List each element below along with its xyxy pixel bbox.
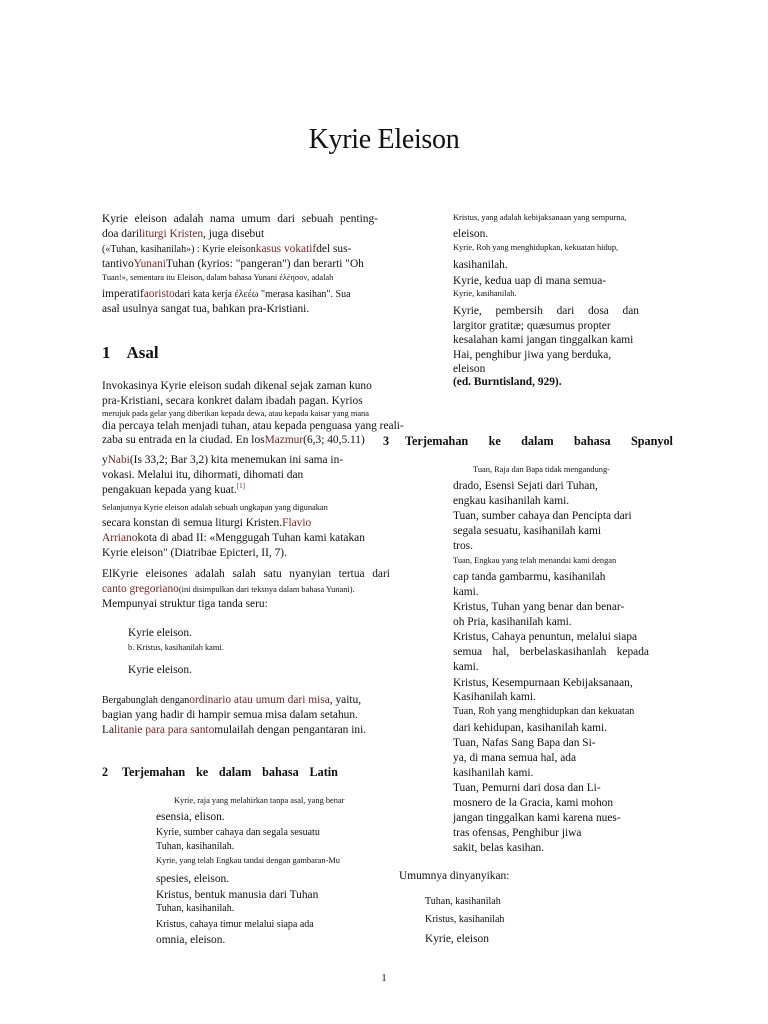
s1-p1-line-3: merujuk pada gelar yang diberikan kepada dewa, atau kepada kaisar yang mana <box>102 409 369 418</box>
word: Kyrie, <box>453 305 482 317</box>
reference-link[interactable]: [1] <box>236 482 245 491</box>
s1-p1-line-5 <box>102 435 365 446</box>
word: umum <box>241 213 271 225</box>
text: Tuhan (kyrios: "pangeran") dan berarti "Oh <box>165 258 364 270</box>
text: imperatif <box>102 288 144 300</box>
text: (6,3; 40,5.11) <box>303 434 365 446</box>
word: semua <box>453 646 483 658</box>
link-aoristo[interactable]: aoristo <box>143 288 175 300</box>
spanish-line-14: kami. <box>453 661 479 673</box>
spanish-line-7: Tuan, Engkau yang telah menandai kami dengan <box>453 556 617 565</box>
list-item-2: b. Kristus, kasihanilah kami. <box>128 643 224 652</box>
link-arriano[interactable]: Arriano <box>102 532 138 544</box>
latin-line-9: Kristus, cahaya timur melalui siapa ada <box>156 919 314 930</box>
intro-line-4 <box>102 259 364 270</box>
spanish-line-26: sakit, belas kasihan. <box>453 842 545 854</box>
link-ordinario[interactable]: ordinario atau umum dari misa <box>189 694 330 706</box>
word: penting- <box>340 213 378 225</box>
s1-p3-line-2 <box>102 584 355 595</box>
heading-word: dalam <box>521 434 554 448</box>
word: salah <box>232 568 256 580</box>
text: («Tuhan, kasihanilah») : Kyrie eleison <box>102 244 256 255</box>
intro-line-1 <box>102 214 378 225</box>
heading-word: Spanyol <box>630 434 673 448</box>
spanish-line-5: segala sesuatu, kasihanilah kami <box>453 525 602 537</box>
word: dari <box>277 213 295 225</box>
list-item-1: Kyrie eleison. <box>128 627 192 639</box>
word: dari <box>372 568 390 580</box>
s1-p2-line-1: Selanjutnya Kyrie eleison adalah sebuah ungkapan yang digunakan <box>102 503 328 512</box>
word: hal, <box>492 646 510 658</box>
word: sebuah <box>301 213 334 225</box>
spanish-line-8: cap tanda gambarmu, kasihanilah <box>453 571 606 583</box>
spanish-line-21: kasihanilah kami. <box>453 767 534 779</box>
section-3-heading <box>405 434 673 449</box>
section-3-number: 3 <box>383 434 390 448</box>
word: eleison <box>134 213 167 225</box>
spanish-line-23: mosnero de la Gracia, kami mohon <box>453 797 614 809</box>
section-2-heading <box>102 765 338 780</box>
heading-word: bahasa <box>262 765 299 779</box>
section-title <box>405 434 673 449</box>
link-liturgi-kristen[interactable]: liturgi Kristen <box>139 228 204 240</box>
heading-word: ke <box>488 434 501 448</box>
text: del sus- <box>316 243 352 255</box>
latin-line-4: Tuhan, kasihanilah. <box>156 841 235 852</box>
text: zaba su entrada en la ciudad. En los <box>102 434 265 446</box>
document-title: Kyrie Eleison <box>308 124 460 155</box>
latin-cont-line-2: eleison. <box>453 228 489 240</box>
link-mazmur[interactable]: Mazmur <box>264 434 304 446</box>
usually-sung-label: Umumnya dinyanyikan: <box>399 870 510 882</box>
link-nabi[interactable]: Nabi <box>107 454 130 466</box>
intro-line-2 <box>102 229 264 240</box>
spanish-line-16: Kasihanilah kami. <box>453 691 536 703</box>
latin-cont-line-3: Kyrie, Roh yang menghidupkan, kekuatan hidup, <box>453 243 619 252</box>
spanish-line-1: Tuan, Raja dan Bapa tidak mengandung- <box>473 465 610 474</box>
section-title <box>122 765 338 780</box>
link-litanie[interactable]: litanie para para santo <box>114 724 215 736</box>
word: tertua <box>338 568 365 580</box>
s1-p3-line-1 <box>102 569 390 580</box>
intro-line-6 <box>102 289 351 300</box>
text: doa dari <box>102 228 140 240</box>
text: kota di abad II: «Menggugah Tuhan kami katakan <box>137 532 365 544</box>
latin-cont-line-5: Kyrie, kedua uap di mana semua- <box>453 275 607 287</box>
spanish-line-18: dari kehidupan, kasihanilah kami. <box>453 722 608 734</box>
link-canto-gregoriano[interactable]: canto gregoriano <box>102 583 179 595</box>
s1-p2-line-4: Kyrie eleison" (Diatribae Epicteri, II, 7). <box>102 547 287 559</box>
s1-p4-line-2: bagian yang hadir di hampir semua misa dalam setahun. <box>102 709 358 721</box>
latin-cont-line-6: Kyrie, kasihanilah. <box>453 289 517 298</box>
spanish-line-22: Tuan, Pemurni dari dosa dan Li- <box>453 782 601 794</box>
latin-line-6: spesies, eleison. <box>156 873 230 885</box>
word: satu <box>263 568 282 580</box>
latin-cont-line-8: largitor gratitæ; quæsumus propter <box>453 320 611 332</box>
latin-cont-line-10: Hai, penghibur jiwa yang berduka, <box>453 349 612 361</box>
latin-cont-line-9: kesalahan kami jangan tinggalkan kami <box>453 334 634 346</box>
spanish-line-3: engkau kasihanilah kami. <box>453 495 570 507</box>
latin-source: (ed. Burntisland, 929). <box>453 376 562 388</box>
spanish-line-20: ya, di mana semua hal, ada <box>453 752 577 764</box>
spanish-line-6: tros. <box>453 540 473 552</box>
text: pengakuan kepada yang kuat. <box>102 484 237 496</box>
latin-line-2: esensia, elison. <box>156 811 225 823</box>
word: dosa <box>587 305 609 317</box>
spanish-line-17: Tuan, Roh yang menghidupkan dan kekuatan <box>453 706 635 717</box>
word: nyanyian <box>289 568 332 580</box>
text: secara konstan di semua liturgi Kristen. <box>102 517 283 529</box>
text: La <box>102 724 115 736</box>
text: Bergabunglah dengan <box>102 695 190 706</box>
spanish-line-13 <box>453 647 649 658</box>
s1-p1-line-4: dia percaya telah menjadi tuhan, atau kepada penguasa yang reali- <box>102 420 404 432</box>
word: eleisones <box>145 568 188 580</box>
spanish-line-10: Kristus, Tuhan yang benar dan benar- <box>453 601 625 613</box>
spanish-line-12: Kristus, Cahaya penuntun, melalui siapa <box>453 631 638 643</box>
word: Kyrie <box>102 213 128 225</box>
s1-p1-line-7: vokasi. Melalui itu, dihormati, dihomati dan <box>102 469 304 481</box>
s1-p2-line-3 <box>102 533 365 544</box>
heading-word: Terjemahan <box>122 765 186 779</box>
word: pembersih <box>495 305 543 317</box>
s1-p1-line-2: pra-Kristiani, secara konkret dalam ibadah pagan. Kyrios <box>102 395 363 407</box>
spanish-line-2: drado, Esensi Sejati dari Tuhan, <box>453 480 598 492</box>
section-number: 1 <box>102 343 111 362</box>
heading-word: Terjemahan <box>405 434 469 448</box>
spanish-line-9: kami. <box>453 586 479 598</box>
spanish-line-4: Tuan, sumber cahaya dan Pencipta dari <box>453 510 632 522</box>
spanish-line-19: Tuan, Nafas Sang Bapa dan Si- <box>453 737 596 749</box>
page-number: 1 <box>381 972 387 984</box>
latin-line-8: Tuhan, kasihanilah. <box>156 903 235 914</box>
text: , juga disebut <box>203 228 265 240</box>
latin-line-5: Kyrie, yang telah Engkau tandai dengan gambaran-Mu <box>156 856 340 865</box>
text: dari kata kerja ἐλεέω "merasa kasihan". Sua <box>174 289 351 300</box>
text: , yaitu, <box>329 694 362 706</box>
section-number: 2 <box>102 765 109 779</box>
intro-line-7: asal usulnya sangat tua, bahkan pra-Kristiani. <box>102 303 310 315</box>
intro-line-3 <box>102 244 351 255</box>
s1-p3-line-3: Mempunyai struktur tiga tanda seru: <box>102 598 268 610</box>
latin-line-7: Kristus, bentuk manusia dari Tuhan <box>156 889 319 901</box>
text: mulailah dengan pengantaran ini. <box>214 724 367 736</box>
word: berbelaskasihanlah <box>519 646 607 658</box>
link-yunani[interactable]: Yunani <box>133 258 166 270</box>
word: adalah <box>173 213 204 225</box>
word: kepada <box>616 646 649 658</box>
s1-p4-line-3 <box>102 725 366 736</box>
link-flavio[interactable]: Flavio <box>282 517 312 529</box>
s1-p1-line-6 <box>102 455 343 466</box>
word: ElKyrie <box>102 568 139 580</box>
latin-line-1: Kyrie, raja yang melahirkan tanpa asal, yang benar <box>174 796 345 805</box>
latin-cont-line-4: kasihanilah. <box>453 259 508 271</box>
list-item-3: Kyrie eleison. <box>128 664 192 676</box>
heading-word: dalam <box>218 765 252 779</box>
s1-p2-line-2 <box>102 518 311 529</box>
latin-line-10: omnia, eleison. <box>156 934 226 946</box>
heading-word: ke <box>195 765 209 779</box>
word: adalah <box>195 568 225 580</box>
heading-word: Latin <box>309 765 338 779</box>
link-kasus-vokatif[interactable]: kasus vokatif <box>255 243 317 255</box>
s1-p1-line-1: Invokasinya Kyrie eleison sudah dikenal sejak zaman kuno <box>102 380 372 392</box>
sung-line-1: Tuhan, kasihanilah <box>425 896 501 907</box>
latin-cont-line-1: Kristus, yang adalah kebijaksanaan yang sempurna, <box>453 213 627 222</box>
text: tantivo <box>102 258 134 270</box>
latin-cont-line-7 <box>453 306 639 317</box>
spanish-line-24: jangan tinggalkan kami karena nues- <box>453 812 621 824</box>
spanish-line-25: tras ofensas, Penghibur jiwa <box>453 827 582 839</box>
intro-line-5: Tuan!», sementara itu Eleison, dalam bahasa Yunani ἐλέησον, adalah <box>102 273 334 282</box>
heading-word: bahasa <box>573 434 611 448</box>
spanish-line-11: oh Pria, kasihanilah kami. <box>453 616 572 628</box>
text: (Is 33,2; Bar 3,2) kita menemukan ini sama in- <box>129 454 344 466</box>
latin-line-3: Kyrie, sumber cahaya dan segala sesuatu <box>156 827 320 838</box>
section-title: Asal <box>126 343 159 362</box>
section-1-heading <box>102 343 159 363</box>
word: dari <box>556 305 575 317</box>
text: y <box>102 454 108 466</box>
word: nama <box>210 213 235 225</box>
spanish-line-15: Kristus, Kesempurnaan Kebijaksanaan, <box>453 677 633 689</box>
sung-line-3: Kyrie, eleison <box>425 933 489 945</box>
text: (ini disimpulkan dari teksnya dalam bahasa Yunani). <box>178 585 355 594</box>
sung-line-2: Kristus, kasihanilah <box>425 914 505 925</box>
latin-cont-line-11: eleison <box>453 363 486 375</box>
word: dan <box>622 305 639 317</box>
s1-p1-line-8 <box>102 482 245 496</box>
s1-p4-line-1 <box>102 695 361 706</box>
